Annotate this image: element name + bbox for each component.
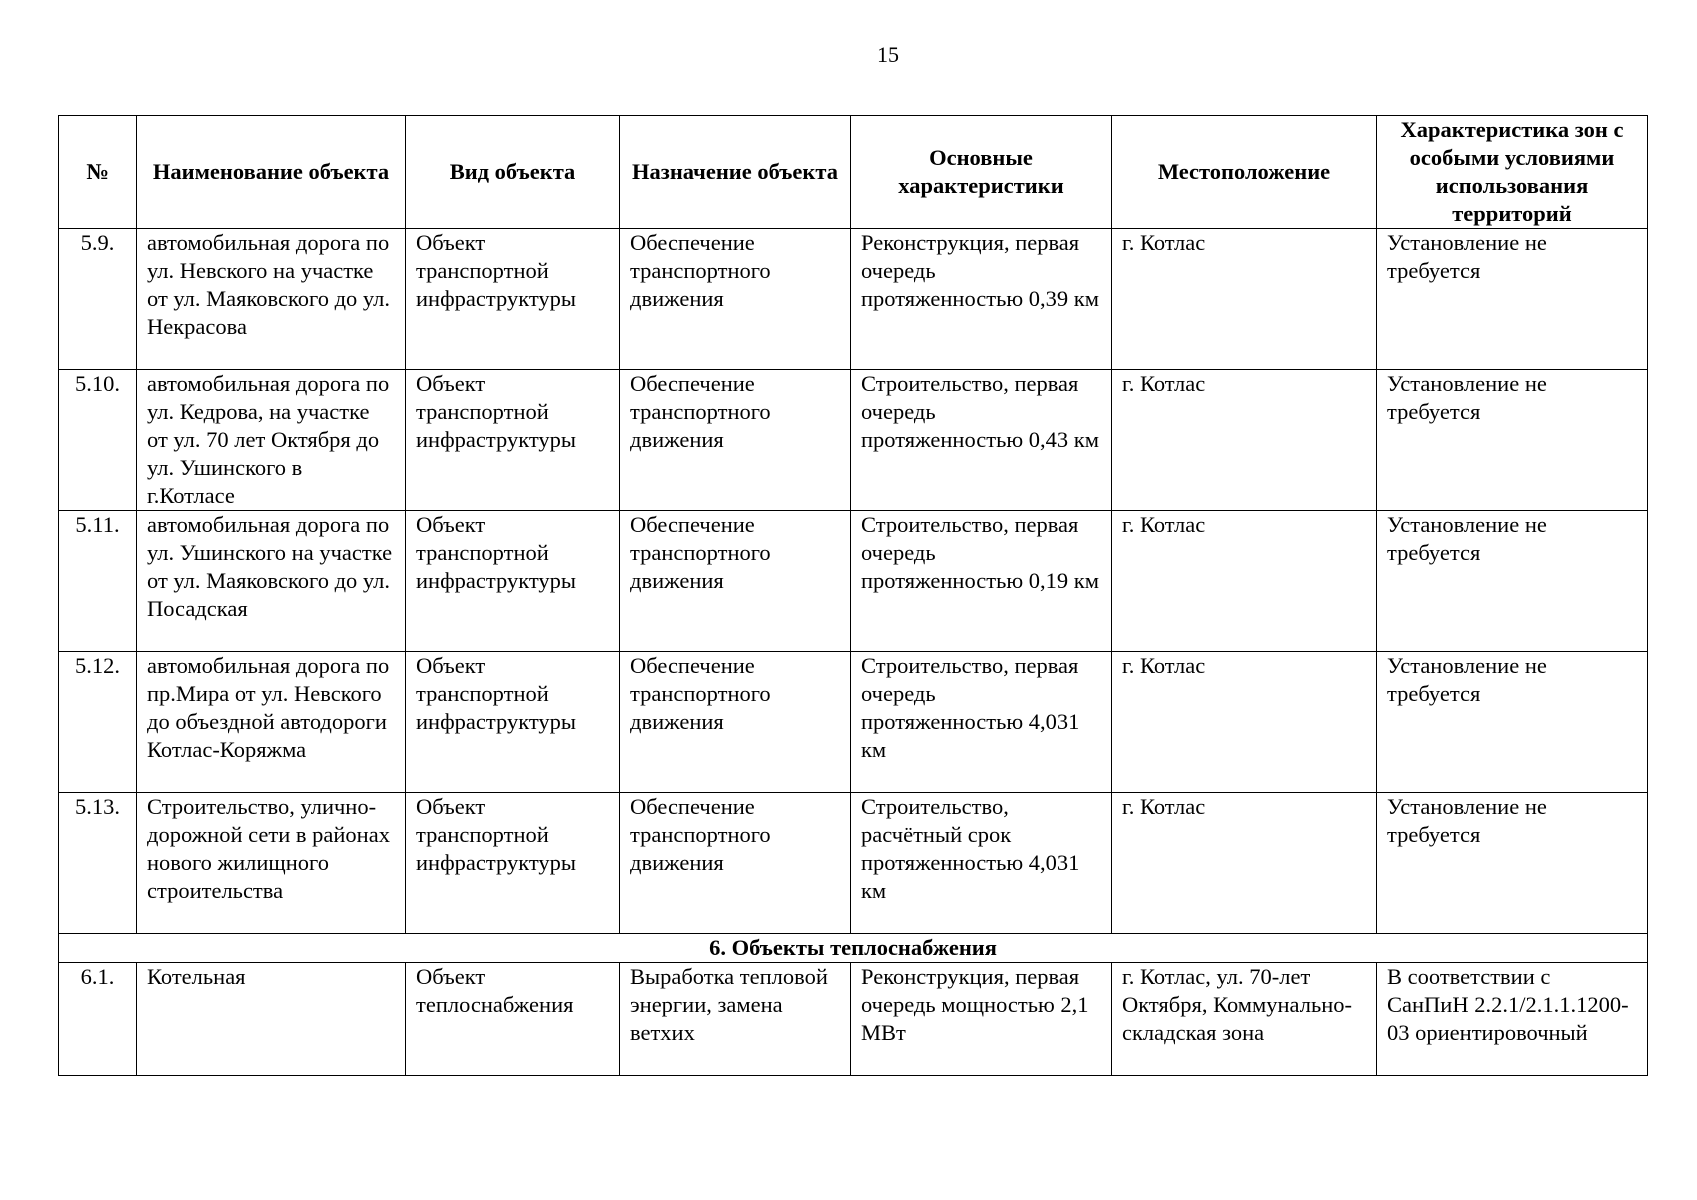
- cell-main-characteristics: Строительство, первая очередь протяженностью 4,031 км: [851, 652, 1112, 793]
- cell-object-name: автомобильная дорога по ул. Кедрова, на участке от ул. 70 лет Октября до ул. Ушинского в г.Котласе: [137, 370, 406, 511]
- cell-main-characteristics: Строительство, первая очередь протяженностью 0,43 км: [851, 370, 1112, 511]
- table-row: [59, 652, 1648, 793]
- cell-object-name: автомобильная дорога по пр.Мира от ул. Невского до объездной автодороги Котлас-Коряжма: [137, 652, 406, 793]
- header-object-purpose: Назначение объекта: [620, 116, 851, 229]
- cell-zone-characteristics: Установление не требуется: [1377, 229, 1648, 370]
- cell-object-purpose: Обеспечение транспортного движения: [620, 511, 851, 652]
- cell-zone-characteristics: В соответствии с СанПиН 2.2.1/2.1.1.1200-03 ориентировочный: [1377, 963, 1648, 1076]
- table-row: [59, 793, 1648, 934]
- cell-zone-characteristics: Установление не требуется: [1377, 652, 1648, 793]
- cell-zone-characteristics: Установление не требуется: [1377, 793, 1648, 934]
- cell-object-type: Объект транспортной инфраструктуры: [406, 370, 620, 511]
- cell-object-purpose: Обеспечение транспортного движения: [620, 370, 851, 511]
- header-main-characteristics: Основные характеристики: [851, 116, 1112, 229]
- cell-number: 5.13.: [59, 793, 137, 934]
- cell-main-characteristics: Строительство, первая очередь протяженностью 0,19 км: [851, 511, 1112, 652]
- cell-main-characteristics: Строительство, расчётный срок протяженностью 4,031 км: [851, 793, 1112, 934]
- cell-object-purpose: Обеспечение транспортного движения: [620, 793, 851, 934]
- cell-object-name: автомобильная дорога по ул. Ушинского на участке от ул. Маяковского до ул. Посадская: [137, 511, 406, 652]
- table-row: [59, 229, 1648, 370]
- header-object-type: Вид объекта: [406, 116, 620, 229]
- cell-object-purpose: Обеспечение транспортного движения: [620, 229, 851, 370]
- cell-location: г. Котлас: [1112, 793, 1377, 934]
- cell-location: г. Котлас, ул. 70-лет Октября, Коммунально-складская зона: [1112, 963, 1377, 1076]
- section-title: 6. Объекты теплоснабжения: [59, 934, 1648, 963]
- cell-object-purpose: Обеспечение транспортного движения: [620, 652, 851, 793]
- section-header-row: [59, 934, 1648, 963]
- cell-object-name: Котельная: [137, 963, 406, 1076]
- cell-object-type: Объект транспортной инфраструктуры: [406, 793, 620, 934]
- table-row: [59, 511, 1648, 652]
- cell-location: г. Котлас: [1112, 229, 1377, 370]
- cell-zone-characteristics: Установление не требуется: [1377, 511, 1648, 652]
- cell-main-characteristics: Реконструкция, первая очередь мощностью 2,1 МВт: [851, 963, 1112, 1076]
- table-row: [59, 370, 1648, 511]
- cell-object-name: Строительство, улично- дорожной сети в районах нового жилищного строительства: [137, 793, 406, 934]
- header-number: №: [59, 116, 137, 229]
- table-row: [59, 963, 1648, 1076]
- cell-number: 5.9.: [59, 229, 137, 370]
- cell-number: 5.11.: [59, 511, 137, 652]
- cell-object-type: Объект транспортной инфраструктуры: [406, 511, 620, 652]
- header-object-name: Наименование объекта: [137, 116, 406, 229]
- cell-location: г. Котлас: [1112, 370, 1377, 511]
- table-header-row: [59, 116, 1648, 229]
- cell-number: 6.1.: [59, 963, 137, 1076]
- cell-object-purpose: Выработка тепловой энергии, замена ветхих: [620, 963, 851, 1076]
- cell-location: г. Котлас: [1112, 652, 1377, 793]
- cell-number: 5.10.: [59, 370, 137, 511]
- cell-location: г. Котлас: [1112, 511, 1377, 652]
- objects-table: [58, 115, 1648, 1076]
- header-location: Местоположение: [1112, 116, 1377, 229]
- cell-object-type: Объект транспортной инфраструктуры: [406, 652, 620, 793]
- cell-zone-characteristics: Установление не требуется: [1377, 370, 1648, 511]
- cell-object-type: Объект теплоснабжения: [406, 963, 620, 1076]
- cell-object-name: автомобильная дорога по ул. Невского на участке от ул. Маяковского до ул. Некрасова: [137, 229, 406, 370]
- page-number: 15: [877, 42, 899, 67]
- cell-main-characteristics: Реконструкция, первая очередь протяженностью 0,39 км: [851, 229, 1112, 370]
- cell-number: 5.12.: [59, 652, 137, 793]
- cell-object-type: Объект транспортной инфраструктуры: [406, 229, 620, 370]
- header-zone-characteristics: Характеристика зон с особыми условиями использования территорий: [1377, 116, 1648, 229]
